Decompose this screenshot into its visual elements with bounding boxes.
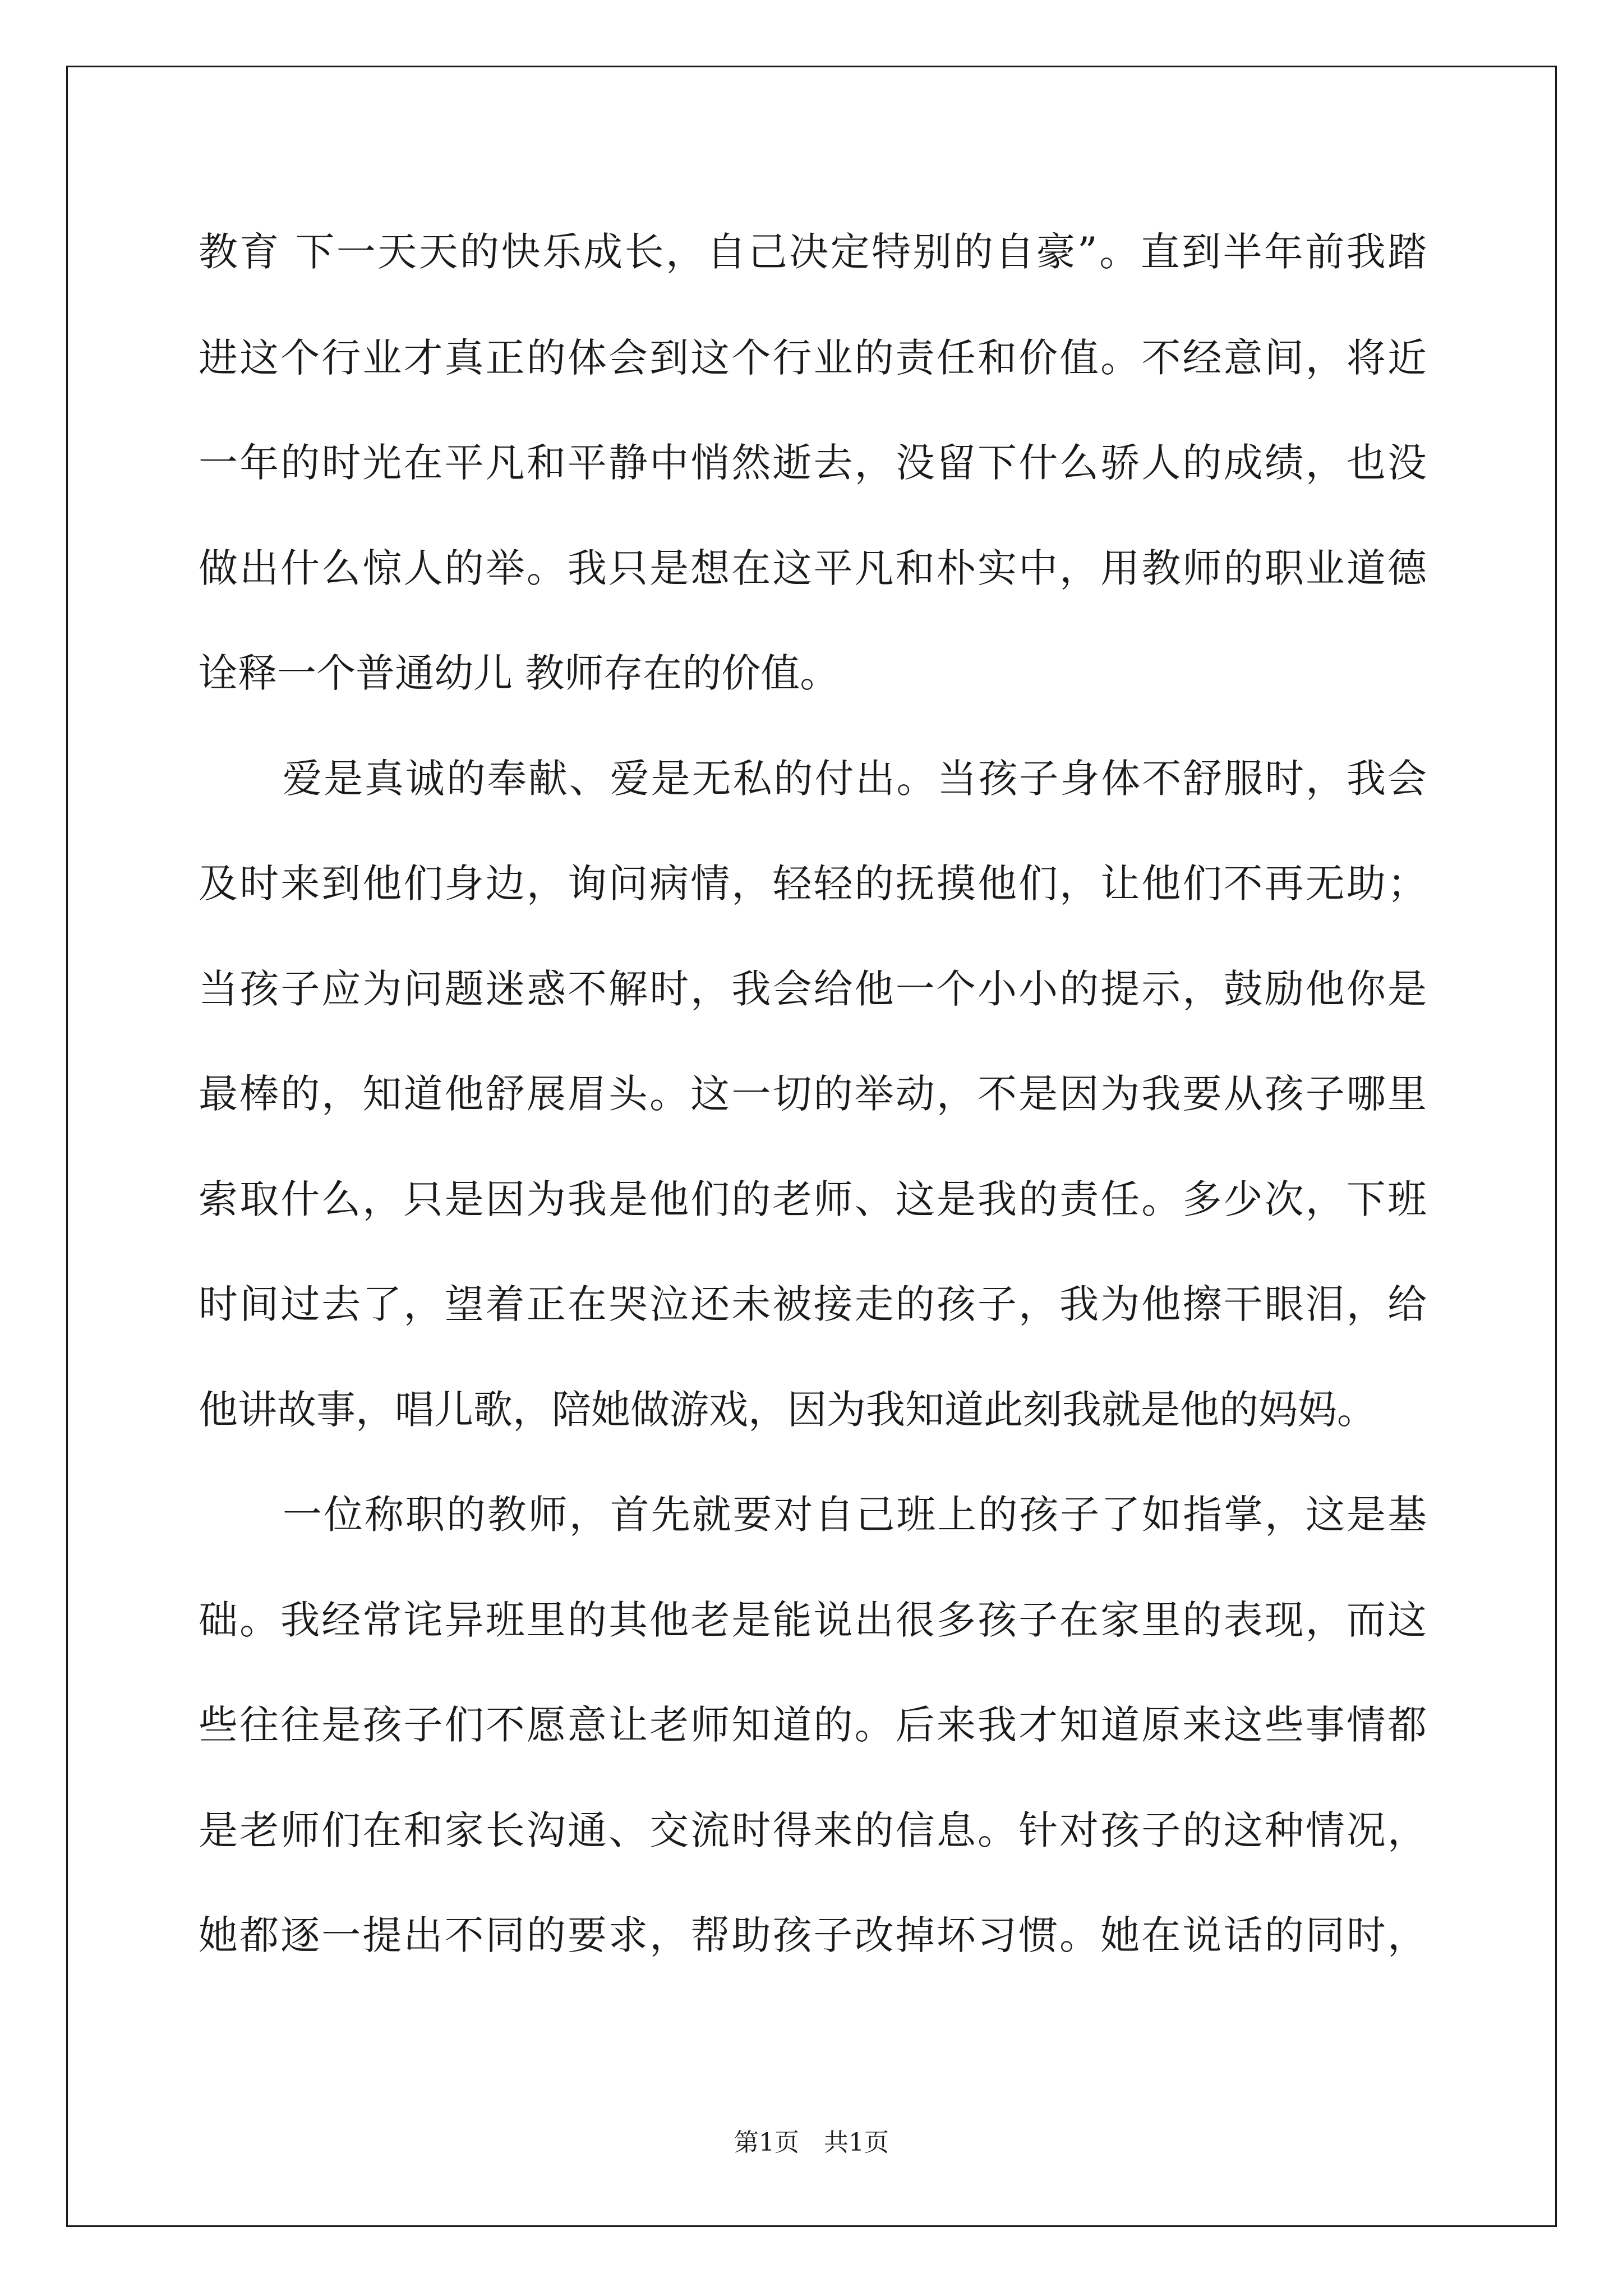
body-text-line: 当孩子应为问题迷惑不解时，我会给他一个小小的提示，鼓励他你是 (199, 966, 1427, 1012)
body-text-line: 他讲故事，唱儿歌，陪她做游戏，因为我知道此刻我就是他的妈妈。 (199, 1387, 1376, 1433)
body-text-line: 础。我经常诧异班里的其他老是能说出很多孩子在家里的表现，而这 (199, 1597, 1427, 1643)
paragraph-first-line: 一位称职的教师，首先就要对自己班上的孩子了如指掌，这是基 (283, 1492, 1427, 1538)
body-text-line: 进这个行业才真正的体会到这个行业的责任和价值。不经意间，将近 (199, 335, 1427, 381)
body-text-line: 些往往是孩子们不愿意让老师知道的。后来我才知道原来这些事情都 (199, 1702, 1427, 1748)
body-text-line: 做出什么惊人的举。我只是想在这平凡和朴实中，用教师的职业道德 (199, 545, 1427, 591)
body-text-line: 最棒的，知道他舒展眉头。这一切的举动，不是因为我要从孩子哪里 (199, 1071, 1427, 1117)
body-text-line: 她都逐一提出不同的要求，帮助孩子改掉坏习惯。她在说话的同时， (199, 1912, 1427, 1958)
page-number-total: 共1页 (824, 2128, 889, 2157)
body-text-line: 一年的时光在平凡和平静中悄然逝去，没留下什么骄人的成绩，也没 (199, 440, 1427, 486)
body-text-line: 诠释一个普通幼儿 教师存在的价值。 (199, 650, 840, 696)
body-text-line: 是老师们在和家长沟通、交流时得来的信息。针对孩子的这种情况， (199, 1807, 1427, 1853)
paragraph-first-line: 爱是真诚的奉献、爱是无私的付出。当孩子身体不舒服时，我会 (283, 756, 1427, 802)
page-number-current: 第1页 (734, 2128, 799, 2157)
body-text-line: 及时来到他们身边，询问病情，轻轻的抚摸他们，让他们不再无助； (199, 861, 1427, 907)
body-text-line: 教育 下一天天的快乐成长，自己决定特别的自豪”。直到半年前我踏 (199, 229, 1427, 275)
page-border (66, 66, 1557, 2227)
body-text-line: 时间过去了，望着正在哭泣还未被接走的孩子，我为他擦干眼泪，给 (199, 1281, 1427, 1327)
body-text-line: 索取什么，只是因为我是他们的老师、这是我的责任。多少次，下班 (199, 1176, 1427, 1222)
page-footer (0, 2126, 1623, 2160)
